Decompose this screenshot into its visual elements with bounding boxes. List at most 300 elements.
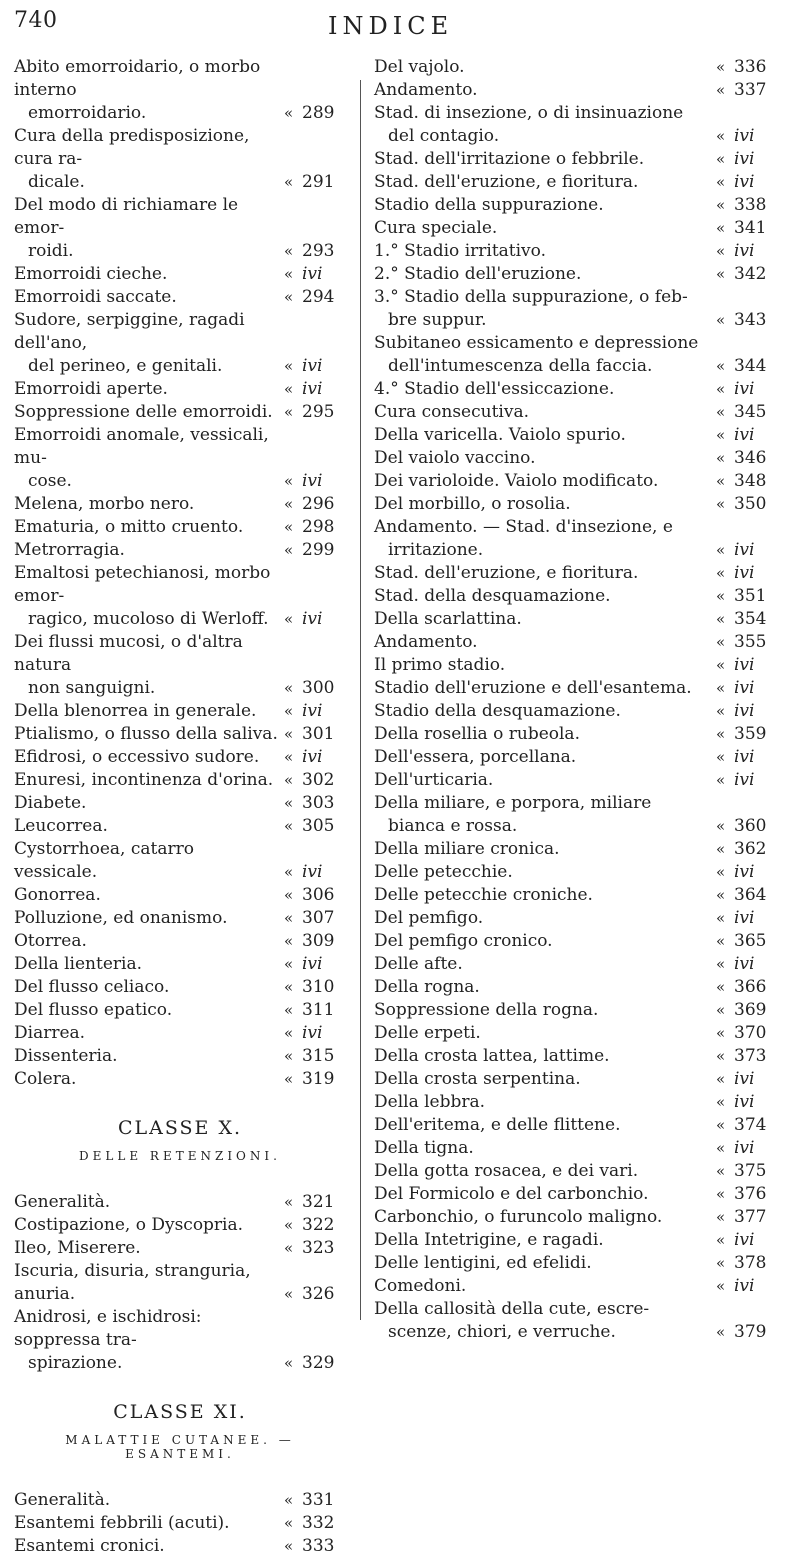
entry-text-block <box>374 447 716 470</box>
entry-title: Anidrosi, e ischidrosi: soppressa tra- <box>14 1307 202 1350</box>
guillemet-mark: « <box>284 1047 294 1065</box>
index-entry <box>14 1045 346 1068</box>
guillemet-mark: « <box>284 702 294 720</box>
index-entry <box>14 539 346 562</box>
entry-page-ref <box>716 1183 778 1206</box>
page-number-ref: 306 <box>302 885 335 905</box>
index-entry <box>374 1137 778 1160</box>
guillemet-mark: « <box>284 104 294 122</box>
page-number-ref: 295 <box>302 402 335 422</box>
index-entry <box>14 769 346 792</box>
index-entry <box>14 286 346 309</box>
guillemet-mark: « <box>284 817 294 835</box>
entry-text-block <box>374 999 716 1022</box>
index-entry <box>374 424 778 447</box>
entry-title: Dissenteria. <box>14 1046 118 1066</box>
entry-title: Della callosità della cute, escre- <box>374 1299 650 1319</box>
entry-text-block <box>374 79 716 102</box>
guillemet-mark: « <box>716 127 726 145</box>
entry-page-ref <box>716 539 778 562</box>
index-entry <box>374 677 778 700</box>
entry-title: Ptialismo, o flusso della saliva. <box>14 724 278 744</box>
entry-title: Comedoni. <box>374 1276 467 1296</box>
page-number-ref: 374 <box>734 1115 767 1135</box>
index-entry <box>374 1045 778 1068</box>
entry-page-ref <box>284 746 346 769</box>
page-number-ref: ivi <box>302 471 323 491</box>
page-number-ref: 341 <box>734 218 767 238</box>
entry-title: Della crosta serpentina. <box>374 1069 581 1089</box>
page-number-ref: 344 <box>734 356 767 376</box>
guillemet-mark: « <box>716 748 726 766</box>
entry-text-block <box>374 56 716 79</box>
index-entry <box>374 516 778 562</box>
class-xi-subheading: MALATTIE CUTANEE. — ESANTEMI. <box>65 1433 295 1461</box>
entry-text-block <box>14 401 284 424</box>
index-entry <box>14 56 346 125</box>
guillemet-mark: « <box>716 449 726 467</box>
entry-page-ref <box>716 378 778 401</box>
guillemet-mark: « <box>716 1001 726 1019</box>
entry-text-block <box>14 539 284 562</box>
index-entry <box>14 838 346 884</box>
entry-title: Delle petecchie croniche. <box>374 885 593 905</box>
entry-page-ref <box>284 1214 346 1237</box>
guillemet-mark: « <box>716 564 726 582</box>
entry-title: Stadio della desquamazione. <box>374 701 621 721</box>
entry-text-block <box>374 746 716 769</box>
page-number-ref: ivi <box>734 862 755 882</box>
entry-page-ref <box>716 493 778 516</box>
entry-text-block <box>14 999 284 1022</box>
guillemet-mark: « <box>716 265 726 283</box>
entry-title: 4.° Stadio dell'essiccazione. <box>374 379 615 399</box>
entry-title-continuation: scenze, chiori, e verruche. <box>388 1322 616 1342</box>
entry-page-ref <box>284 930 346 953</box>
entry-page-ref <box>716 1137 778 1160</box>
entry-text-block <box>374 907 716 930</box>
entry-title: Della tigna. <box>374 1138 474 1158</box>
guillemet-mark: « <box>284 1354 294 1372</box>
page-number-ref: 355 <box>734 632 767 652</box>
entry-text-block <box>374 194 716 217</box>
page-number-ref: ivi <box>734 563 755 583</box>
entry-text-block <box>14 1214 284 1237</box>
entry-title: Stad. di insezione, o di insinuazione <box>374 103 684 123</box>
entry-page-ref <box>716 861 778 884</box>
index-entry <box>14 631 346 700</box>
entry-page-ref <box>284 1512 346 1535</box>
entry-title: Metrorragia. <box>14 540 125 560</box>
entry-title: Costipazione, o Dyscopria. <box>14 1215 244 1235</box>
entry-title: Della miliare cronica. <box>374 839 560 859</box>
entry-page-ref <box>716 1229 778 1252</box>
page-number-ref: ivi <box>302 747 323 767</box>
entry-page-ref <box>716 79 778 102</box>
entry-title: Della lienteria. <box>14 954 142 974</box>
entry-page-ref <box>716 1160 778 1183</box>
index-entry <box>14 309 346 378</box>
class-xi-heading: CLASSE XI. <box>113 1401 247 1423</box>
index-entry <box>374 263 778 286</box>
entry-title-continuation: dicale. <box>28 172 85 192</box>
page-number-ref: ivi <box>734 1092 755 1112</box>
entry-title: 2.° Stadio dell'eruzione. <box>374 264 582 284</box>
entry-text-block <box>14 1022 284 1045</box>
entry-text-block <box>374 148 716 171</box>
entry-text-block <box>374 1183 716 1206</box>
page-number-ref: 359 <box>734 724 767 744</box>
entry-text-block <box>14 746 284 769</box>
page-number-ref: ivi <box>734 678 755 698</box>
guillemet-mark: « <box>284 472 294 490</box>
page-number-ref: ivi <box>734 379 755 399</box>
page-number-ref: 342 <box>734 264 767 284</box>
index-entry <box>374 608 778 631</box>
guillemet-mark: « <box>716 1208 726 1226</box>
guillemet-mark: « <box>284 242 294 260</box>
index-entry <box>14 424 346 493</box>
guillemet-mark: « <box>716 173 726 191</box>
page-number-ref: 299 <box>302 540 335 560</box>
guillemet-mark: « <box>716 702 726 720</box>
entry-title-continuation: del perineo, e genitali. <box>28 356 223 376</box>
page-number-ref: 377 <box>734 1207 767 1227</box>
page-number-ref: 337 <box>734 80 767 100</box>
guillemet-mark: « <box>716 1093 726 1111</box>
entry-title: Della miliare, e porpora, miliare <box>374 793 652 813</box>
entry-page-ref <box>716 654 778 677</box>
entry-text-block <box>374 861 716 884</box>
entry-page-ref <box>716 56 778 79</box>
entry-title: Dell'urticaria. <box>374 770 494 790</box>
page-number-ref: 301 <box>302 724 335 744</box>
entry-text-block <box>374 930 716 953</box>
entry-page-ref <box>716 125 778 148</box>
entry-page-ref <box>716 1022 778 1045</box>
entry-title: Subitaneo essicamento e depressione <box>374 333 699 353</box>
entry-page-ref <box>284 769 346 792</box>
index-entry <box>374 838 778 861</box>
entry-page-ref <box>716 447 778 470</box>
entry-text-block <box>374 1298 716 1344</box>
entry-text-block <box>374 677 716 700</box>
index-entry <box>14 723 346 746</box>
index-entry <box>374 1022 778 1045</box>
guillemet-mark: « <box>284 518 294 536</box>
index-entry <box>374 56 778 79</box>
page-number-ref: ivi <box>734 1276 755 1296</box>
index-entry <box>374 861 778 884</box>
entry-page-ref <box>716 1091 778 1114</box>
page-number-ref: 348 <box>734 471 767 491</box>
page-number-ref: 315 <box>302 1046 335 1066</box>
entry-title: Della blenorrea in generale. <box>14 701 257 721</box>
entry-title: Melena, morbo nero. <box>14 494 195 514</box>
guillemet-mark: « <box>284 978 294 996</box>
page-number-ref: 333 <box>302 1536 335 1556</box>
guillemet-mark: « <box>284 541 294 559</box>
page-number-ref: 350 <box>734 494 767 514</box>
guillemet-mark: « <box>284 725 294 743</box>
entry-page-ref <box>716 608 778 631</box>
guillemet-mark: « <box>716 1185 726 1203</box>
entry-title-continuation: bre suppur. <box>388 310 487 330</box>
entry-page-ref <box>716 401 778 424</box>
entry-page-ref <box>716 907 778 930</box>
page-number-ref: 298 <box>302 517 335 537</box>
entry-text-block <box>374 562 716 585</box>
guillemet-mark: « <box>716 1323 726 1341</box>
entry-text-block <box>374 424 716 447</box>
entry-page-ref <box>284 102 346 125</box>
guillemet-mark: « <box>716 633 726 651</box>
entry-page-ref <box>716 976 778 999</box>
entry-page-ref <box>284 263 346 286</box>
page-number-ref: 332 <box>302 1513 335 1533</box>
entry-text-block <box>374 1229 716 1252</box>
entry-title: Della rogna. <box>374 977 480 997</box>
index-entry <box>14 700 346 723</box>
guillemet-mark: « <box>284 265 294 283</box>
column-divider <box>360 80 361 1320</box>
entry-title: Stadio della suppurazione. <box>374 195 604 215</box>
page-number-ref: ivi <box>734 655 755 675</box>
entry-page-ref <box>716 171 778 194</box>
entry-title: Otorrea. <box>14 931 87 951</box>
index-entry <box>14 1535 346 1558</box>
entry-page-ref <box>284 1237 346 1260</box>
entry-title: Efidrosi, o eccessivo sudore. <box>14 747 260 767</box>
guillemet-mark: « <box>716 403 726 421</box>
page-number-ref: ivi <box>302 862 323 882</box>
page-number-ref: 376 <box>734 1184 767 1204</box>
guillemet-mark: « <box>716 1116 726 1134</box>
index-entry <box>374 654 778 677</box>
guillemet-mark: « <box>284 1001 294 1019</box>
page-number-ref: 326 <box>302 1284 335 1304</box>
entry-title-continuation: non sanguigni. <box>28 678 156 698</box>
entry-page-ref <box>284 1535 346 1558</box>
entry-text-block <box>374 631 716 654</box>
guillemet-mark: « <box>284 495 294 513</box>
entry-text-block <box>374 769 716 792</box>
entry-page-ref <box>284 884 346 907</box>
entry-title: Ileo, Miserere. <box>14 1238 141 1258</box>
index-entry <box>14 263 346 286</box>
entry-text-block <box>14 56 284 125</box>
guillemet-mark: « <box>284 1514 294 1532</box>
entry-title: Della gotta rosacea, e dei vari. <box>374 1161 639 1181</box>
page-number-ref: 369 <box>734 1000 767 1020</box>
index-entry <box>374 194 778 217</box>
entry-text-block <box>14 194 284 263</box>
entry-page-ref <box>716 700 778 723</box>
page-number-ref: ivi <box>734 747 755 767</box>
guillemet-mark: « <box>284 1239 294 1257</box>
entry-text-block <box>14 1306 284 1375</box>
entry-title: Del pemfigo. <box>374 908 484 928</box>
entry-text-block <box>374 1252 716 1275</box>
entry-text-block <box>14 1068 284 1091</box>
entry-page-ref <box>284 953 346 976</box>
entry-title: Soppressione della rogna. <box>374 1000 599 1020</box>
guillemet-mark: « <box>284 679 294 697</box>
entry-page-ref <box>284 976 346 999</box>
index-entry <box>374 1114 778 1137</box>
page-number-ref: 291 <box>302 172 335 192</box>
entry-title: Della crosta lattea, lattime. <box>374 1046 610 1066</box>
entry-text-block <box>14 1237 284 1260</box>
entry-page-ref <box>284 171 346 194</box>
entry-title: Delle erpeti. <box>374 1023 481 1043</box>
entry-page-ref <box>284 1045 346 1068</box>
entry-text-block <box>374 1045 716 1068</box>
entry-page-ref <box>284 1283 346 1306</box>
entry-title: Dei varioloide. Vaiolo modificato. <box>374 471 659 491</box>
entry-title: Della Intetrigine, e ragadi. <box>374 1230 604 1250</box>
guillemet-mark: « <box>716 610 726 628</box>
entry-text-block <box>374 171 716 194</box>
page-number-ref: ivi <box>302 1023 323 1043</box>
entry-page-ref <box>284 815 346 838</box>
entry-page-ref <box>284 861 346 884</box>
guillemet-mark: « <box>716 978 726 996</box>
entry-page-ref <box>284 677 346 700</box>
index-entry <box>14 562 346 631</box>
entry-title: Abito emorroidario, o morbo interno <box>14 57 261 100</box>
guillemet-mark: « <box>716 771 726 789</box>
entry-title: Diabete. <box>14 793 87 813</box>
entry-text-block <box>14 493 284 516</box>
entry-page-ref <box>716 470 778 493</box>
index-entry <box>14 493 346 516</box>
entry-text-block <box>14 424 284 493</box>
entry-page-ref <box>284 1022 346 1045</box>
page-number-ref: ivi <box>734 954 755 974</box>
entry-text-block <box>374 493 716 516</box>
entry-title: 3.° Stadio della suppurazione, o feb- <box>374 287 688 307</box>
entry-text-block <box>374 332 716 378</box>
page-number-ref: 293 <box>302 241 335 261</box>
entry-page-ref <box>716 769 778 792</box>
entry-title: Andamento. <box>374 80 478 100</box>
index-entry <box>14 516 346 539</box>
entry-title: Carbonchio, o furuncolo maligno. <box>374 1207 663 1227</box>
entry-text-block <box>374 470 716 493</box>
entry-title: Cura consecutiva. <box>374 402 529 422</box>
page-number-ref: 373 <box>734 1046 767 1066</box>
entry-text-block <box>374 723 716 746</box>
entry-title: Del Formicolo e del carbonchio. <box>374 1184 649 1204</box>
entry-title: Della scarlattina. <box>374 609 522 629</box>
entry-text-block <box>374 1160 716 1183</box>
index-entry <box>374 1160 778 1183</box>
entry-title: Andamento. — Stad. d'insezione, e <box>374 517 673 537</box>
entry-text-block <box>374 240 716 263</box>
page-number-ref: 329 <box>302 1353 335 1373</box>
index-entry <box>374 1252 778 1275</box>
page-number-ref: ivi <box>734 701 755 721</box>
index-entry <box>374 470 778 493</box>
entry-text-block <box>14 838 284 884</box>
entry-page-ref <box>284 907 346 930</box>
index-entry <box>374 1275 778 1298</box>
entry-page-ref <box>716 217 778 240</box>
page-number-ref: ivi <box>734 1138 755 1158</box>
page-number-ref: ivi <box>734 540 755 560</box>
guillemet-mark: « <box>284 173 294 191</box>
entry-title-continuation: emorroidario. <box>28 103 147 123</box>
guillemet-mark: « <box>284 771 294 789</box>
guillemet-mark: « <box>716 1231 726 1249</box>
guillemet-mark: « <box>716 1070 726 1088</box>
index-entry <box>374 332 778 378</box>
guillemet-mark: « <box>716 1277 726 1295</box>
entry-text-block <box>374 1068 716 1091</box>
entry-title: Delle lentigini, ed efelidi. <box>374 1253 592 1273</box>
entry-page-ref <box>716 585 778 608</box>
class-x-heading: CLASSE X. <box>117 1117 243 1139</box>
index-left-column <box>14 56 346 1558</box>
index-entry <box>14 194 346 263</box>
entry-text-block <box>374 953 716 976</box>
index-entry <box>374 562 778 585</box>
entry-title: Generalità. <box>14 1490 111 1510</box>
index-entry <box>14 401 346 424</box>
guillemet-mark: « <box>716 955 726 973</box>
index-entry <box>14 1237 346 1260</box>
page-number-ref: ivi <box>734 241 755 261</box>
index-entry <box>14 884 346 907</box>
entry-page-ref <box>716 240 778 263</box>
page-number-ref: ivi <box>302 379 323 399</box>
index-entry <box>374 447 778 470</box>
entry-page-ref <box>284 608 346 631</box>
page-number-ref: 309 <box>302 931 335 951</box>
entry-page-ref <box>716 1321 778 1344</box>
entry-title: Il primo stadio. <box>374 655 506 675</box>
page-number-ref: ivi <box>734 1069 755 1089</box>
index-entry <box>374 1298 778 1344</box>
entry-title: Del morbillo, o rosolia. <box>374 494 571 514</box>
guillemet-mark: « <box>284 748 294 766</box>
guillemet-mark: « <box>284 932 294 950</box>
entry-title: Stadio dell'eruzione e dell'esantema. <box>374 678 692 698</box>
page-number-ref: 331 <box>302 1490 335 1510</box>
index-entry <box>14 976 346 999</box>
entry-title: Ematuria, o mitto cruento. <box>14 517 244 537</box>
page-number-ref: ivi <box>302 356 323 376</box>
entry-title: Enuresi, incontinenza d'orina. <box>14 770 274 790</box>
guillemet-mark: « <box>284 886 294 904</box>
entry-text-block <box>374 286 716 332</box>
guillemet-mark: « <box>716 1024 726 1042</box>
entry-title: Del vajolo. <box>374 57 465 77</box>
guillemet-mark: « <box>284 403 294 421</box>
page-number-ref: ivi <box>734 908 755 928</box>
index-entry <box>14 1260 346 1306</box>
index-entry <box>374 884 778 907</box>
index-entry <box>14 746 346 769</box>
entry-title: Delle petecchie. <box>374 862 513 882</box>
entry-text-block <box>14 884 284 907</box>
page-number-ref: 289 <box>302 103 335 123</box>
index-entry <box>14 1022 346 1045</box>
entry-text-block <box>374 401 716 424</box>
guillemet-mark: « <box>284 909 294 927</box>
page-number-ref: 375 <box>734 1161 767 1181</box>
